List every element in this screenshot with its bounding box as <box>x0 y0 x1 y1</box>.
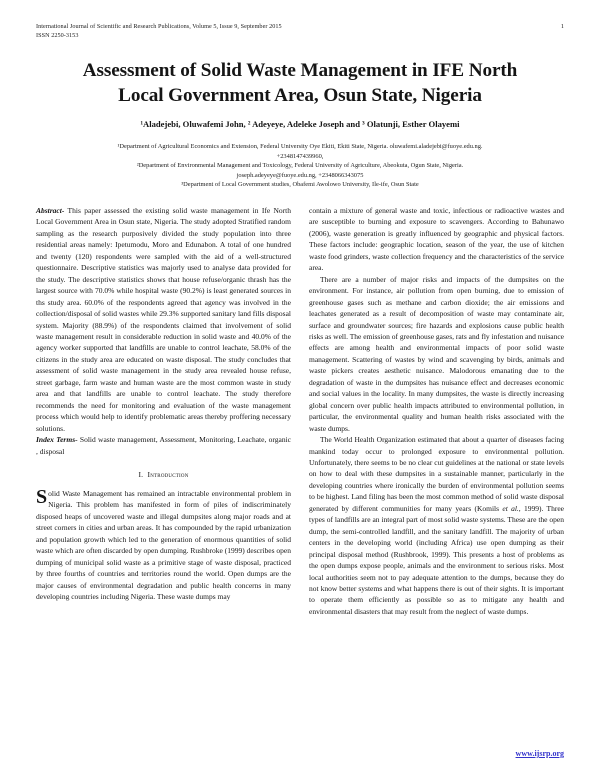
intro-paragraph-1 <box>36 485 291 603</box>
affiliation-line-3: ²Department of Environmental Management and Toxicology, Federal University of Agriculture, Abeokuta, Ogun State, Nigeria. <box>136 162 464 170</box>
index-terms-text: Solid waste management, Assessment, Monitoring, Leachate, organic , disposal <box>36 435 291 456</box>
section-heading-introduction <box>36 470 291 480</box>
affiliation-block <box>38 142 562 190</box>
author-list: ¹Aladejebi, Oluwafemi John, ² Adeyeye, Adeleke Joseph and ³ Olatunji, Esther Olayemi <box>140 119 460 129</box>
journal-website-link[interactable]: www.ijsrp.org <box>515 749 564 758</box>
intro-paragraph-4 <box>309 434 564 617</box>
intro-paragraph-4-part-a: The World Health Organization estimated that about a quarter of diseases facing mankind today occur to prolonged exposure to environmental pollution. Unfortunately, there seems to be no clear cut guidelines at the national or state levels on how to deal with these dumpsites in a sustainable manner, particularly in the developing countries where ironically the burden of environmental pollution seems to be highest. Land filing has been the most common method of solid waste disposal generated by different communities for many years (Komils <box>309 435 564 513</box>
drop-cap: S <box>36 485 48 508</box>
page-title <box>46 58 554 108</box>
issn-line: ISSN 2250-3153 <box>36 32 79 39</box>
abstract-text: This paper assessed the existing solid waste management in Ife North Local Government Area in Osun state, Nigeria. The study adopted Stratified random sampling as the research purposively divided the study population into three residential areas namely: Ipetumodu, Moro and Edunabon. A total of one hundred and twenty (120) respondents were sampled with the aid of a well-structured questionnaire. Descriptive statistics was majorly used to analyse data provided for the study. The descriptive statistics shows that house refuse/organic thrash has the largest source with 70.0% while hospital waste (90.2%) is least generated sources in ths study area. 60.0% of the respondents agreed that agency was involved in the collection/disposal of solid wastes while 29.3% supported sanitary land fills disposal system. Majority (88.9%) of the respondents claimed that involvement of solid waste management result in considerable reduction in solid waste and 40.0% of the agency worker supported that landfills are unable to control leachate, 58.0% of the citizens in the study area are educated on waste disposal. The study concludes that assessment of solid waste management in the study area revealed house refuse, street garbage, farm waste and human waste are the most common waste in study area and that landfills are unable to control leachate. The study therefore recommends the need for monitoring and evaluation of the waste management process which would help to identify problematic areas thereby proffering necessary solutions. <box>36 206 291 433</box>
journal-citation-line: International Journal of Scientific and Research Publications, Volume 5, Issue 9, September 2015 <box>36 23 282 30</box>
affiliation-line-5: ³Department of Local Government studies, Obafemi Awolowo University, Ile-ife, Osun State <box>181 181 419 189</box>
section-numeral: I. <box>138 469 144 479</box>
column-right <box>309 205 564 617</box>
intro-paragraph-3: There are a number of major risks and impacts of the dumpsites on the environment. For instance, air pollution from open burning, due to emission of greenhouse gases such as methane and carbon dioxide; the air emissions and leachates generated as a result of decomposition of waste may contaminate air, surface and groundwater sources; fire hazards and explosions cause public health risks as well. The emission of greenhouse gases, rats and fly infestation and nuisance effects are among health and environmental impacts of poor solid waste management. Scattering of wastes by wind and scavenging by birds, animals and waste pickers creates aesthetic nuisance. Malodorous emanating due to the degradation of waste in the dumpsites has nuisance effect and decreases economic and social values in the locality. In many dumpsites, the waste is directly increasing global concern over public health impacts attributed to environmental pollution, in particular, the environmental quality and human health risks associated with the waste dumps. <box>309 274 565 433</box>
running-head <box>36 22 564 46</box>
affiliation-line-1: ¹Department of Agricultural Economics and Extension, Federal University Oye Ekiti, Ekiti State, Nigeria. oluwafemi.aladejebi@fuoye.edu.ng. <box>117 143 483 150</box>
abstract-paragraph <box>36 205 291 434</box>
intro-paragraph-2: contain a mixture of general waste and toxic, infectious or radioactive wastes and are susceptible to burning and exposure to scavengers. According to Bahunawo (2006), waste generation is greatly influenced by geographic and physical factors. These factors include: geographic location, season of the year, the use of kitchen waste food grinders, waste collection frequency and the characteristics of the service area. <box>309 206 564 273</box>
abstract-label: Abstract- <box>36 206 65 215</box>
index-terms-paragraph <box>36 434 291 457</box>
intro-paragraph-1-text: olid Waste Management has remained an intractable environmental problem in Nigeria. This problem has manifested in form of piles of indiscriminately disposed heaps of uncovered waste and illegal dumpsites along major roads and at street corners in cities and urban areas. It has compounded by the rapid urbanization and population growth which led to the generation of enormous quantities of solid waste which are often discarded by open dumping. Rushbroke (1999) describes open dumping of municipal solid waste as a primitive stage of waste disposal, practiced by three fourths of countries and territories round the world. Open dumps are the major causes of environmental degradation and public health concerns in many developing countries including Nigeria. These waste dumps may <box>36 488 291 602</box>
latin-et-al: et al. <box>502 503 519 513</box>
column-left <box>36 205 291 603</box>
page-number: 1 <box>560 23 564 30</box>
affiliation-line-2: +2348147439960, <box>276 152 324 160</box>
body-columns <box>36 205 564 725</box>
section-title: Introduction <box>147 469 189 479</box>
index-terms-label: Index Terms- <box>36 435 78 445</box>
affiliation-line-4: joseph.adeyeye@fuoye.edu.ng, +2348066343075 <box>236 171 364 179</box>
title-line-1: Assessment of Solid Waste Management in IFE North <box>82 60 518 81</box>
intro-paragraph-4-part-b: , 1999). Three types of landfills are an integral part of most solid waste systems. These are the open dump, the semi-controlled landfill, and the sanitary landfill. The majority of urban centers in the developing world (including Africa) use open dumping as their principal disposal method (Rushbrook, 1999). This presents a host of problems as the open dumps expose people, animals and the environment to serious risks. Most local authorities seem not to pay adequate attention to the dumps, because they do not know better systems and what happens there is out of their sights. It is important to operate them efficiently as possible so as to mitigate any health and environmental disasters that may result from the neglect of waste dumps. <box>309 503 565 616</box>
title-line-2: Local Government Area, Osun State, Nigeria <box>118 85 482 106</box>
